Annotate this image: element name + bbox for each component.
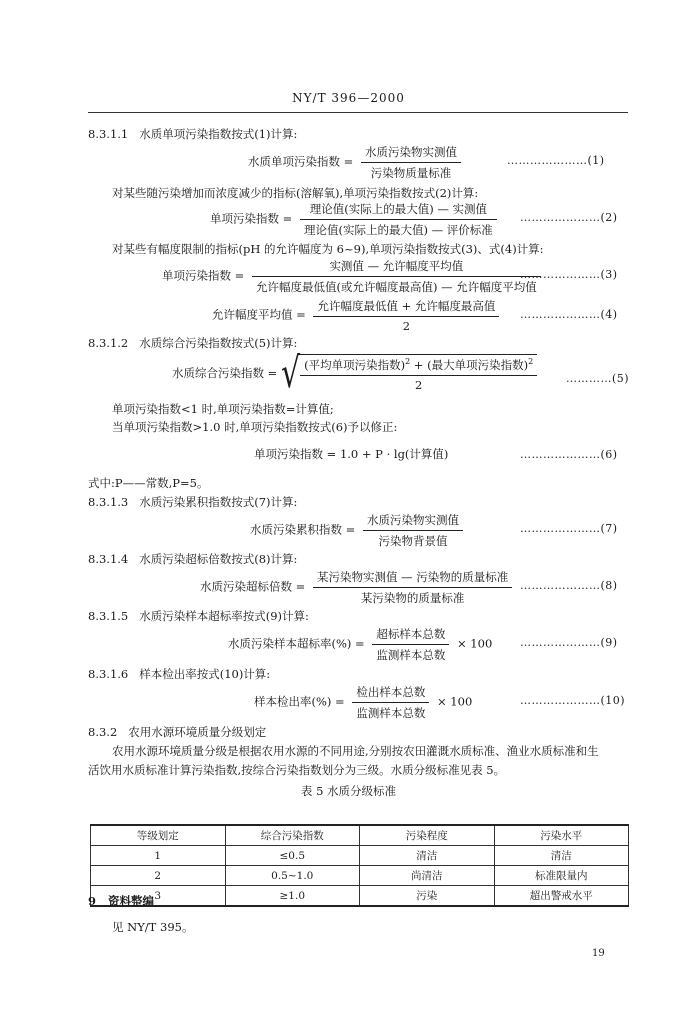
fraction [361, 144, 461, 181]
header-rule [88, 112, 628, 113]
section-8-3-1-4 [88, 551, 297, 567]
section-number: 8.3.1.6 [88, 667, 129, 681]
table-header: 等级划定 [91, 825, 226, 846]
paragraph: 活饮用水质标准计算污染指数,按综合污染指数划分为三级。水质分级标准见表 5。 [88, 763, 506, 777]
denominator: 污染物背景值 [378, 534, 448, 548]
fraction: $\frac{(平均单项污染指数)^2 + (最大单项污染指数)^2}{2}$ [300, 357, 537, 392]
equation-2-tag: …………………(2) [520, 211, 618, 224]
section-text: 水质污染超标倍数按式(8)计算: [139, 552, 298, 566]
paragraph: 对某些随污染增加而浓度减少的指标(溶解氧),单项污染指数按式(2)计算: [112, 186, 479, 200]
equation-10-tag: …………………(10) [520, 694, 626, 707]
radical-icon: √ [280, 348, 301, 398]
equation-1-tag: …………………(1) [507, 154, 605, 167]
equation-6: 单项污染指数 = 1.0 + P · lg(计算值) [254, 447, 449, 461]
section-text: 资料整编 [108, 894, 155, 908]
table-cell: 3 [91, 886, 226, 907]
table-cell: 超出警戒水平 [494, 886, 629, 907]
numerator-a: (平均单项污染指数) [304, 358, 406, 372]
table-cell: 清洁 [360, 846, 495, 866]
table-header: 污染水平 [494, 825, 629, 846]
section-text: 水质污染累积指数按式(7)计算: [139, 495, 298, 509]
table-cell: 1 [91, 846, 226, 866]
equation-3 [162, 258, 545, 295]
section-text: 样本检出率按式(10)计算: [139, 667, 271, 681]
numerator: 水质污染物实测值 [361, 144, 461, 163]
equation-lhs: 水质污染超标倍数 = [200, 579, 306, 594]
equation-2 [210, 201, 501, 238]
section-text: 水质综合污染指数按式(5)计算: [139, 336, 298, 350]
table-caption: 表 5 水质分级标准 [300, 784, 397, 798]
numerator: 允许幅度最低值 + 允许幅度最高值 [313, 298, 499, 317]
equation-9 [228, 626, 492, 663]
table-row [91, 886, 629, 907]
denominator: 理论值(实际上的最大值) — 评价标准 [303, 223, 493, 237]
equation-8 [200, 569, 516, 606]
paragraph: 见 NY/T 395。 [112, 920, 194, 934]
denominator: 污染物质量标准 [370, 166, 452, 180]
equation-1 [248, 144, 465, 181]
page-header: NY/T 396—2000 [292, 91, 405, 105]
equation-7 [250, 512, 467, 549]
equation-lhs: 允许幅度平均值 = [212, 307, 306, 322]
section-8-3-1-2 [88, 335, 297, 351]
numerator: 理论值(实际上的最大值) — 实测值 [300, 201, 497, 220]
table-header: 综合污染指数 [225, 825, 360, 846]
fraction [313, 569, 512, 606]
paragraph: 对某些有幅度限制的指标(pH 的允许幅度为 6~9),单项污染指数按式(3)、式(4)计算: [112, 242, 544, 256]
equation-9-tag: …………………(9) [520, 636, 618, 649]
table-header: 污染程度 [360, 825, 495, 846]
equation-lhs: 单项污染指数 = [162, 268, 245, 283]
fraction [352, 684, 429, 721]
fraction [372, 626, 449, 663]
fraction [363, 512, 463, 549]
section-number: 8.3.1.5 [88, 609, 129, 623]
equation-3-tag: …………………(3) [520, 268, 618, 281]
section-8-3-2 [88, 724, 266, 740]
fraction [313, 298, 499, 333]
equation-6-tag: …………………(6) [520, 448, 618, 461]
grade-table [90, 824, 629, 907]
paragraph: 当单项污染指数>1.0 时,单项污染指数按式(6)予以修正: [112, 420, 398, 434]
page-number: 19 [592, 948, 605, 959]
equation-4-tag: …………………(4) [520, 308, 618, 321]
equation-lhs: 水质综合污染指数 = [172, 366, 278, 380]
table-row [91, 846, 629, 866]
denominator: 某污染物的质量标准 [360, 591, 465, 605]
equation-4 [212, 298, 503, 333]
table-cell: ≤0.5 [225, 846, 360, 866]
section-text: 水质污染样本超标率按式(9)计算: [139, 609, 309, 623]
table-header-row [91, 825, 629, 846]
equation-lhs: 单项污染指数 = [210, 211, 293, 226]
section-8-3-1-6 [88, 666, 270, 682]
section-number: 8.3.1.3 [88, 495, 129, 509]
table-cell: 标准限量内 [494, 866, 629, 886]
fraction [252, 258, 541, 295]
numerator: 检出样本总数 [352, 684, 429, 703]
numerator: 超标样本总数 [372, 626, 449, 645]
table-cell: 0.5~1.0 [225, 866, 360, 886]
table-cell: 清洁 [494, 846, 629, 866]
section-number: 8.3.1.4 [88, 552, 129, 566]
multiplier: × 100 [457, 636, 493, 651]
equation-5 [172, 348, 537, 398]
section-8-3-1-1 [88, 126, 297, 142]
table-cell: ≥1.0 [225, 886, 360, 907]
section-number: 8.3.1.1 [88, 127, 129, 141]
section-9 [88, 893, 154, 909]
equation-8-tag: …………………(8) [520, 579, 618, 592]
section-number: 8.3.1.2 [88, 336, 129, 350]
table-cell: 污染 [360, 886, 495, 907]
section-number: 8.3.2 [88, 725, 118, 739]
denominator: 2 [402, 319, 411, 333]
numerator-b: (最大单项污染指数) [427, 358, 529, 372]
table-cell: 2 [91, 866, 226, 886]
square-root [280, 348, 537, 398]
equation-5-tag: …………(5) [566, 372, 630, 385]
table-cell: 尚清洁 [360, 866, 495, 886]
denominator: 允许幅度最低值(或允许幅度最高值) — 允许幅度平均值 [255, 280, 537, 294]
paragraph: 农用水源环境质量分级是根据农用水源的不同用途,分别按农田灌溉水质标准、渔业水质标准和生 [112, 744, 599, 758]
equation-7-tag: …………………(7) [520, 522, 618, 535]
denominator: 监测样本总数 [356, 706, 426, 720]
numerator: 水质污染物实测值 [363, 512, 463, 531]
section-8-3-1-3 [88, 494, 297, 510]
section-8-3-1-5 [88, 608, 309, 624]
numerator: 实测值 — 允许幅度平均值 [252, 258, 541, 277]
section-text: 水质单项污染指数按式(1)计算: [139, 127, 298, 141]
equation-lhs: 样本检出率(%) = [254, 694, 345, 709]
paragraph: 单项污染指数<1 时,单项污染指数=计算值; [112, 402, 334, 416]
fraction [300, 201, 497, 238]
equation-lhs: 水质单项污染指数 = [248, 154, 354, 169]
equation-lhs: 水质污染累积指数 = [250, 522, 356, 537]
multiplier: × 100 [437, 694, 473, 709]
paragraph: 式中:P——常数,P=5。 [88, 476, 209, 490]
denominator: 2 [414, 378, 423, 392]
numerator: 某污染物实测值 — 污染物的质量标准 [313, 569, 512, 588]
denominator: 监测样本总数 [376, 648, 446, 662]
equation-10 [254, 684, 472, 721]
equation-lhs: 水质污染样本超标率(%) = [228, 636, 365, 651]
table-row [91, 866, 629, 886]
section-text: 农用水源环境质量分级划定 [128, 725, 267, 739]
section-number: 9 [88, 894, 97, 908]
